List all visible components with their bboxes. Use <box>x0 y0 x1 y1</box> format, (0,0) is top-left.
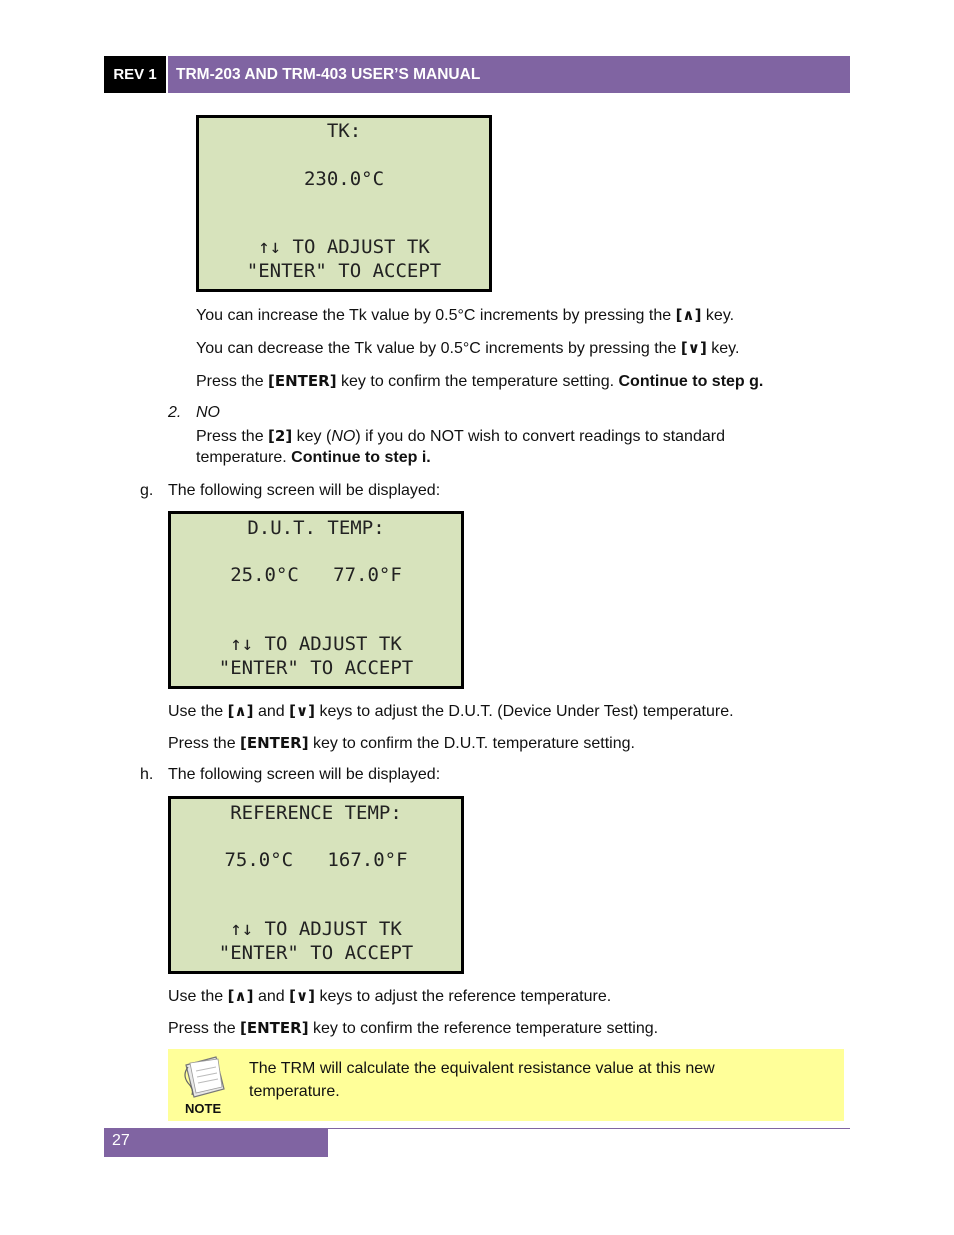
paragraph: You can increase the Tk value by 0.5°C increments by pressing the [∧] key. <box>196 306 735 324</box>
paragraph: The following screen will be displayed: <box>168 482 441 499</box>
list-item-label: NO <box>196 404 220 421</box>
list-marker: g. <box>140 482 154 499</box>
lcd-line: "ENTER" TO ACCEPT <box>246 260 442 282</box>
manual-title: TRM-203 AND TRM-403 USER’S MANUAL <box>168 56 850 93</box>
lcd-screen-reference <box>168 796 464 974</box>
note-text: The TRM will calculate the equivalent resistance value at this new <box>249 1060 715 1077</box>
paragraph: Press the [ENTER] key to confirm the temperature setting. Continue to step g. <box>196 372 764 390</box>
notepad-icon <box>180 1053 228 1099</box>
page-number: 27 <box>104 1129 328 1157</box>
lcd-line: REFERENCE TEMP: <box>230 802 402 824</box>
lcd-line: "ENTER" TO ACCEPT <box>218 657 414 679</box>
lcd-screen-tk <box>196 115 492 292</box>
lcd-line: ↑↓ TO ADJUST TK <box>230 633 402 655</box>
paragraph: Press the [ENTER] key to confirm the D.U.T. temperature setting. <box>168 734 635 752</box>
lcd-line: ↑↓ TO ADJUST TK <box>258 236 430 258</box>
note-label: NOTE <box>185 1101 222 1116</box>
lcd-line: D.U.T. TEMP: <box>247 517 385 539</box>
paragraph: Use the [∧] and [∨] keys to adjust the D.U.T. (Device Under Test) temperature. <box>168 702 734 720</box>
lcd-line: TK: <box>326 120 362 142</box>
lcd-line: 75.0°C 167.0°F <box>224 849 408 871</box>
note-text: temperature. <box>249 1083 340 1100</box>
paragraph: Press the [ENTER] key to confirm the reference temperature setting. <box>168 1019 659 1037</box>
lcd-screen-dut <box>168 511 464 689</box>
lcd-line: "ENTER" TO ACCEPT <box>218 942 414 964</box>
paragraph: Press the [2] key (NO) if you do NOT wish to convert readings to standard <box>196 427 725 445</box>
list-marker: h. <box>140 766 154 783</box>
paragraph: The following screen will be displayed: <box>168 766 441 783</box>
lcd-line: ↑↓ TO ADJUST TK <box>230 918 402 940</box>
lcd-line: 230.0°C <box>303 168 385 190</box>
note-box <box>168 1049 844 1121</box>
revision-label: REV 1 <box>104 56 166 93</box>
list-marker: 2. <box>168 404 182 421</box>
lcd-line: 25.0°C 77.0°F <box>230 564 402 586</box>
paragraph: temperature. Continue to step i. <box>196 449 431 466</box>
paragraph: Use the [∧] and [∨] keys to adjust the reference temperature. <box>168 987 612 1005</box>
paragraph: You can decrease the Tk value by 0.5°C increments by pressing the [∨] key. <box>196 339 740 357</box>
